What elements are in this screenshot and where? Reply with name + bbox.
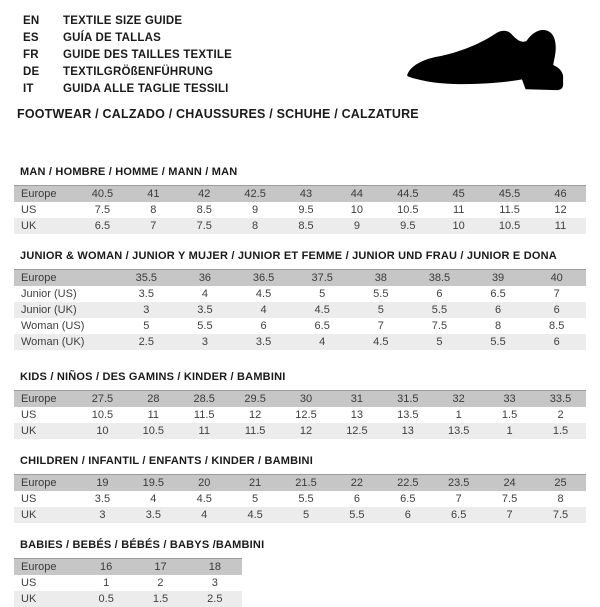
size-cell: 7.5 — [410, 318, 469, 334]
size-cell: 6.5 — [293, 318, 352, 334]
size-cell: 5 — [410, 334, 469, 350]
language-code: FR — [23, 48, 39, 61]
table-row — [14, 423, 586, 439]
size-cell: 25 — [535, 475, 586, 492]
size-cell: 22.5 — [382, 475, 433, 492]
size-cell: 9 — [331, 218, 382, 234]
table-row — [14, 318, 586, 334]
size-cell: 11.5 — [230, 423, 281, 439]
size-cell: 4 — [179, 507, 230, 523]
size-cell: 27.5 — [77, 391, 128, 408]
size-section — [14, 166, 586, 234]
size-cell: 8.5 — [527, 318, 586, 334]
size-cell: 11 — [128, 407, 179, 423]
size-cell: 1.5 — [535, 423, 586, 439]
size-cell: 3 — [188, 575, 242, 591]
row-label: US — [14, 575, 79, 591]
size-cell: 31 — [331, 391, 382, 408]
size-cell: 6 — [469, 302, 528, 318]
size-cell: 6.5 — [433, 507, 484, 523]
size-cell: 0.5 — [79, 591, 133, 607]
row-label: US — [14, 491, 77, 507]
size-cell: 36.5 — [234, 270, 293, 287]
table-row — [14, 391, 586, 408]
size-section — [14, 455, 586, 523]
row-label: UK — [14, 218, 77, 234]
size-cell: 42 — [179, 186, 230, 203]
size-cell: 3 — [77, 507, 128, 523]
language-code: ES — [23, 31, 39, 44]
size-cell: 3.5 — [128, 507, 179, 523]
table-row — [14, 559, 242, 576]
size-cell: 21 — [230, 475, 281, 492]
size-cell: 6.5 — [77, 218, 128, 234]
size-cell: 2 — [535, 407, 586, 423]
size-section — [14, 371, 586, 439]
row-label: Europe — [14, 559, 79, 576]
size-cell: 42.5 — [230, 186, 281, 203]
size-cell: 46 — [535, 186, 586, 203]
size-cell: 19 — [77, 475, 128, 492]
size-table — [14, 185, 586, 234]
size-cell: 12 — [535, 202, 586, 218]
table-row — [14, 218, 586, 234]
size-cell: 4.5 — [352, 334, 411, 350]
size-cell: 4 — [128, 491, 179, 507]
row-label: Woman (US) — [14, 318, 117, 334]
table-row — [14, 270, 586, 287]
size-cell: 33.5 — [535, 391, 586, 408]
size-cell: 10 — [433, 218, 484, 234]
table-row — [14, 334, 586, 350]
size-table — [14, 269, 586, 350]
size-cell: 8 — [230, 218, 281, 234]
size-cell: 4.5 — [234, 286, 293, 302]
size-cell: 8 — [128, 202, 179, 218]
table-row — [14, 507, 586, 523]
size-cell: 9 — [230, 202, 281, 218]
size-cell: 45 — [433, 186, 484, 203]
size-cell: 3 — [117, 302, 176, 318]
size-cell: 8 — [535, 491, 586, 507]
row-label: Woman (UK) — [14, 334, 117, 350]
size-cell: 7 — [352, 318, 411, 334]
size-cell: 1 — [79, 575, 133, 591]
table-row — [14, 591, 242, 607]
language-code: DE — [23, 65, 40, 78]
size-cell: 10.5 — [128, 423, 179, 439]
size-cell: 7 — [484, 507, 535, 523]
size-cell: 3.5 — [234, 334, 293, 350]
row-label: Europe — [14, 391, 77, 408]
size-cell: 6 — [527, 302, 586, 318]
size-cell: 30 — [281, 391, 332, 408]
language-title: TEXTILGRÖßENFÜHRUNG — [63, 65, 214, 78]
size-cell: 41 — [128, 186, 179, 203]
size-cell: 6 — [382, 507, 433, 523]
language-title: GUIDE DES TAILLES TEXTILE — [63, 48, 232, 61]
table-row — [14, 475, 586, 492]
size-cell: 20 — [179, 475, 230, 492]
size-cell: 21.5 — [281, 475, 332, 492]
size-cell: 5 — [281, 507, 332, 523]
size-cell: 5.5 — [176, 318, 235, 334]
size-cell: 13.5 — [382, 407, 433, 423]
language-code: IT — [23, 82, 34, 95]
size-cell: 6 — [331, 491, 382, 507]
size-cell: 39 — [469, 270, 528, 287]
row-label: US — [14, 202, 77, 218]
size-cell: 2.5 — [117, 334, 176, 350]
size-cell: 10 — [77, 423, 128, 439]
size-cell: 12.5 — [281, 407, 332, 423]
size-cell: 7.5 — [535, 507, 586, 523]
size-cell: 7 — [128, 218, 179, 234]
size-table — [14, 390, 586, 439]
table-row — [14, 302, 586, 318]
size-cell: 18 — [188, 559, 242, 576]
size-cell: 1.5 — [484, 407, 535, 423]
size-cell: 35.5 — [117, 270, 176, 287]
size-cell: 37.5 — [293, 270, 352, 287]
size-cell: 4 — [234, 302, 293, 318]
language-title: TEXTILE SIZE GUIDE — [63, 14, 183, 27]
size-cell: 11.5 — [484, 202, 535, 218]
row-label: UK — [14, 423, 77, 439]
table-row — [14, 575, 242, 591]
size-cell: 17 — [133, 559, 187, 576]
size-cell: 40 — [527, 270, 586, 287]
size-cell: 6 — [234, 318, 293, 334]
size-cell: 33 — [484, 391, 535, 408]
size-tables — [14, 166, 586, 607]
size-cell: 13 — [331, 407, 382, 423]
size-cell: 11.5 — [179, 407, 230, 423]
size-cell: 38.5 — [410, 270, 469, 287]
size-cell: 5 — [230, 491, 281, 507]
size-cell: 4.5 — [179, 491, 230, 507]
row-label: Europe — [14, 475, 77, 492]
size-cell: 44.5 — [382, 186, 433, 203]
language-code: EN — [23, 14, 40, 27]
table-row — [14, 202, 586, 218]
size-cell: 45.5 — [484, 186, 535, 203]
size-cell: 32 — [433, 391, 484, 408]
category-title: FOOTWEAR / CALZADO / CHAUSSURES / SCHUHE / CALZATURE — [17, 107, 419, 121]
size-cell: 11 — [433, 202, 484, 218]
size-cell: 9.5 — [281, 202, 332, 218]
size-cell: 10.5 — [484, 218, 535, 234]
size-cell: 3.5 — [77, 491, 128, 507]
size-cell: 10 — [331, 202, 382, 218]
size-cell: 2.5 — [188, 591, 242, 607]
size-cell: 4 — [176, 286, 235, 302]
section-title: CHILDREN / INFANTIL / ENFANTS / KINDER / BAMBINI — [20, 455, 313, 467]
size-cell: 4.5 — [230, 507, 281, 523]
size-cell: 1.5 — [133, 591, 187, 607]
shoe-icon — [394, 24, 582, 100]
row-label: Europe — [14, 270, 117, 287]
size-cell: 40.5 — [77, 186, 128, 203]
size-cell: 38 — [352, 270, 411, 287]
size-cell: 29.5 — [230, 391, 281, 408]
table-row — [14, 491, 586, 507]
size-cell: 12 — [230, 407, 281, 423]
section-title: MAN / HOMBRE / HOMME / MANN / MAN — [20, 166, 238, 178]
size-cell: 6 — [527, 334, 586, 350]
size-cell: 12 — [281, 423, 332, 439]
size-cell: 7.5 — [179, 218, 230, 234]
size-cell: 16 — [79, 559, 133, 576]
size-cell: 8.5 — [179, 202, 230, 218]
table-row — [14, 286, 586, 302]
size-table — [14, 474, 586, 523]
size-cell: 36 — [176, 270, 235, 287]
size-cell: 5.5 — [469, 334, 528, 350]
size-cell: 44 — [331, 186, 382, 203]
size-cell: 5 — [293, 286, 352, 302]
size-cell: 3.5 — [117, 286, 176, 302]
size-cell: 10.5 — [382, 202, 433, 218]
size-cell: 10.5 — [77, 407, 128, 423]
size-cell: 31.5 — [382, 391, 433, 408]
row-label: Junior (US) — [14, 286, 117, 302]
section-title: JUNIOR & WOMAN / JUNIOR Y MUJER / JUNIOR ET FEMME / JUNIOR UND FRAU / JUNIOR E DONA — [20, 250, 557, 262]
table-row — [14, 407, 586, 423]
size-cell: 23.5 — [433, 475, 484, 492]
size-cell: 8.5 — [281, 218, 332, 234]
size-cell: 7 — [433, 491, 484, 507]
size-cell: 2 — [133, 575, 187, 591]
size-cell: 5 — [117, 318, 176, 334]
size-cell: 4.5 — [293, 302, 352, 318]
size-cell: 6.5 — [469, 286, 528, 302]
row-label: UK — [14, 507, 77, 523]
size-cell: 7.5 — [484, 491, 535, 507]
size-cell: 8 — [469, 318, 528, 334]
size-cell: 24 — [484, 475, 535, 492]
row-label: US — [14, 407, 77, 423]
size-cell: 4 — [293, 334, 352, 350]
size-cell: 12.5 — [331, 423, 382, 439]
size-cell: 6 — [410, 286, 469, 302]
size-cell: 11 — [179, 423, 230, 439]
size-section — [14, 539, 586, 607]
size-cell: 9.5 — [382, 218, 433, 234]
language-title: GUÍA DE TALLAS — [63, 31, 161, 44]
size-cell: 1 — [484, 423, 535, 439]
size-cell: 28.5 — [179, 391, 230, 408]
size-cell: 28 — [128, 391, 179, 408]
section-title: BABIES / BEBÉS / BÉBÉS / BABYS /BAMBINI — [20, 539, 265, 551]
size-cell: 19.5 — [128, 475, 179, 492]
size-cell: 1 — [433, 407, 484, 423]
table-row — [14, 186, 586, 203]
size-cell: 13.5 — [433, 423, 484, 439]
row-label: Europe — [14, 186, 77, 203]
size-section — [14, 250, 586, 350]
size-cell: 7 — [527, 286, 586, 302]
language-title: GUIDA ALLE TAGLIE TESSILI — [63, 82, 229, 95]
size-cell: 5.5 — [352, 286, 411, 302]
size-cell: 22 — [331, 475, 382, 492]
size-cell: 13 — [382, 423, 433, 439]
size-cell: 43 — [281, 186, 332, 203]
size-cell: 5.5 — [410, 302, 469, 318]
size-cell: 11 — [535, 218, 586, 234]
size-cell: 3.5 — [176, 302, 235, 318]
size-cell: 6.5 — [382, 491, 433, 507]
section-title: KIDS / NIÑOS / DES GAMINS / KINDER / BAMBINI — [20, 371, 286, 383]
size-cell: 5.5 — [331, 507, 382, 523]
size-cell: 5.5 — [281, 491, 332, 507]
row-label: UK — [14, 591, 79, 607]
size-cell: 3 — [176, 334, 235, 350]
row-label: Junior (UK) — [14, 302, 117, 318]
size-cell: 5 — [352, 302, 411, 318]
size-cell: 7.5 — [77, 202, 128, 218]
